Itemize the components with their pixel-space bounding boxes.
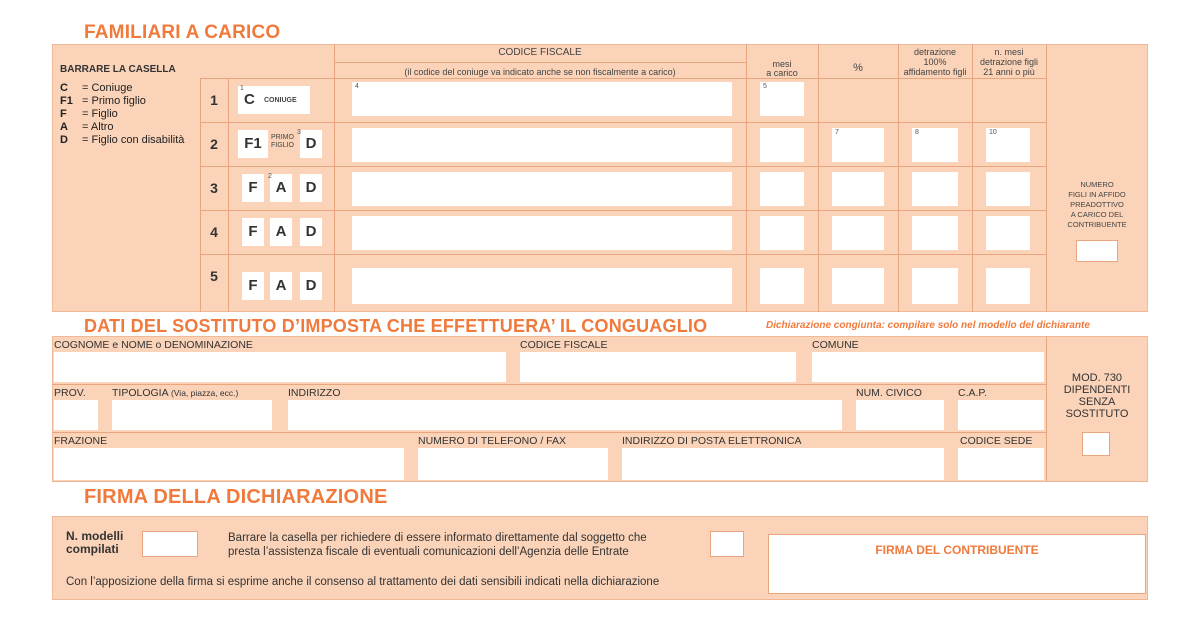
codice-sede-input[interactable] [958,448,1044,480]
row-number: 2 [210,136,218,152]
codice-fiscale-input-3[interactable] [352,172,732,206]
header-detr-3: affidamento figli [903,67,967,77]
nmesi-input-5[interactable] [986,268,1030,304]
nmesi-input-4[interactable] [986,216,1030,250]
mesi-input-3[interactable] [760,172,804,206]
numero-figli-affido-label: NUMERO FIGLI IN AFFIDO PREADOTTIVO A CARICO DEL CONTRIBUENTE [1067,180,1127,229]
checkbox-a[interactable]: A [270,272,292,300]
legend [60,82,184,147]
row-number: 5 [210,268,218,284]
codice-fiscale-input-4[interactable] [352,216,732,250]
header-nmesi-1: n. mesi [994,47,1024,57]
label-codice-fiscale: CODICE FISCALE [520,339,608,351]
row-number: 3 [210,180,218,196]
legend-item-f1: F1 = Primo figlio [60,95,146,107]
checkbox-d[interactable]: D [300,272,322,300]
header-codice-fiscale: CODICE FISCALE [498,47,582,58]
label-email: INDIRIZZO DI POSTA ELETTRONICA [622,435,802,447]
header-mesi-1: mesi [772,59,792,69]
informato-label: Barrare la casella per richiedere di essere informato direttamente dal soggetto che presta l’assistenza fiscale di eventuali comunicazioni dell’Agenzia delle Entrate [228,532,647,558]
label-codice-sede: CODICE SEDE [960,435,1033,447]
header-nmesi-3: 21 anni o più [983,67,1035,77]
nmesi-input-3[interactable] [986,172,1030,206]
header-detr-2: 100% [923,57,947,67]
label-telefono: NUMERO DI TELEFONO / FAX [418,435,566,447]
percent-input-4[interactable] [832,216,884,250]
checkbox-d[interactable]: D [300,130,322,158]
checkbox-a[interactable]: A [270,218,292,246]
section-title-familiari: FAMILIARI A CARICO [84,22,281,43]
percent-input-2[interactable] [832,128,884,162]
codice-fiscale-input-5[interactable] [352,268,732,304]
n-modelli-input[interactable] [142,531,198,557]
legend-item-d: D = Figlio con disabilità [60,134,185,146]
checkbox-coniuge[interactable]: C CONIUGE [238,86,310,114]
checkbox-a[interactable]: A [270,174,292,202]
mesi-input-5[interactable] [760,268,804,304]
consenso-text: Con l’apposizione della firma si esprime anche il consenso al trattamento dei dati sensibili indicati nella dichiarazione [66,576,660,588]
checkbox-f[interactable]: F [242,272,264,300]
numero-figli-affido-input[interactable] [1076,240,1118,262]
label-cap: C.A.P. [958,387,987,399]
cognome-input[interactable] [54,352,506,382]
informato-checkbox[interactable] [710,531,744,557]
legend-item-c: C = Coniuge [60,82,133,94]
checkbox-d[interactable]: D [300,174,322,202]
percent-input-3[interactable] [832,172,884,206]
legend-item-a: A = Altro [60,121,114,133]
mod730-label: MOD. 730 DIPENDENTI SENZA SOSTITUTO [1063,372,1131,420]
indirizzo-input[interactable] [288,400,842,430]
row-number: 1 [210,92,218,108]
header-codice-note: (il codice del coniuge va indicato anche se non fiscalmente a carico) [404,67,676,77]
label-comune: COMUNE [812,339,859,351]
checkbox-f1[interactable]: F1 [238,130,268,158]
telefono-input[interactable] [418,448,608,480]
detrazione-input-3[interactable] [912,172,958,206]
sostituto-note: Dichiarazione congiunta: compilare solo nel modello del dichiarante [766,320,1090,331]
section-title-sostituto: DATI DEL SOSTITUTO D’IMPOSTA CHE EFFETTUERA’ IL CONGUAGLIO [84,316,708,336]
label-frazione: FRAZIONE [54,435,108,447]
tipologia-input[interactable] [112,400,272,430]
prov-input[interactable] [54,400,98,430]
label-prov: PROV. [54,387,86,399]
mod730-checkbox[interactable] [1082,432,1110,456]
firma-contribuente-box[interactable] [768,534,1146,594]
mesi-input-4[interactable] [760,216,804,250]
comune-input[interactable] [812,352,1044,382]
codice-fiscale-input-2[interactable] [352,128,732,162]
barrare-label: BARRARE LA CASELLA [60,64,176,75]
codice-fiscale-sostituto-input[interactable] [520,352,796,382]
legend-item-f: F = Figlio [60,108,118,120]
header-detr-1: detrazione [913,47,957,57]
mesi-input-2[interactable] [760,128,804,162]
header-percent: % [853,62,863,74]
label-tipologia: TIPOLOGIA (Via, piazza, ecc.) [112,387,239,399]
firma-contribuente-label: FIRMA DEL CONTRIBUENTE [875,543,1039,557]
label-cognome: COGNOME e NOME o DENOMINAZIONE [54,339,253,351]
detrazione-input-5[interactable] [912,268,958,304]
detrazione-input-4[interactable] [912,216,958,250]
row-number: 4 [210,224,218,240]
header-nmesi-2: detrazione figli [979,57,1039,67]
checkbox-f[interactable]: F [242,218,264,246]
primo-figlio-label: PRIMO FIGLIO [271,134,294,149]
frazione-input[interactable] [54,448,404,480]
label-indirizzo: INDIRIZZO [288,387,341,399]
n-modelli-label: N. modelli compilati [66,529,124,556]
percent-input-5[interactable] [832,268,884,304]
cap-input[interactable] [958,400,1044,430]
checkbox-d[interactable]: D [300,218,322,246]
label-num-civico: NUM. CIVICO [856,387,922,399]
header-mesi-2: a carico [766,68,798,78]
checkbox-f[interactable]: F [242,174,264,202]
email-input[interactable] [622,448,944,480]
codice-fiscale-input-1[interactable] [352,82,732,116]
section-title-firma: FIRMA DELLA DICHIARAZIONE [84,486,388,508]
num-civico-input[interactable] [856,400,944,430]
